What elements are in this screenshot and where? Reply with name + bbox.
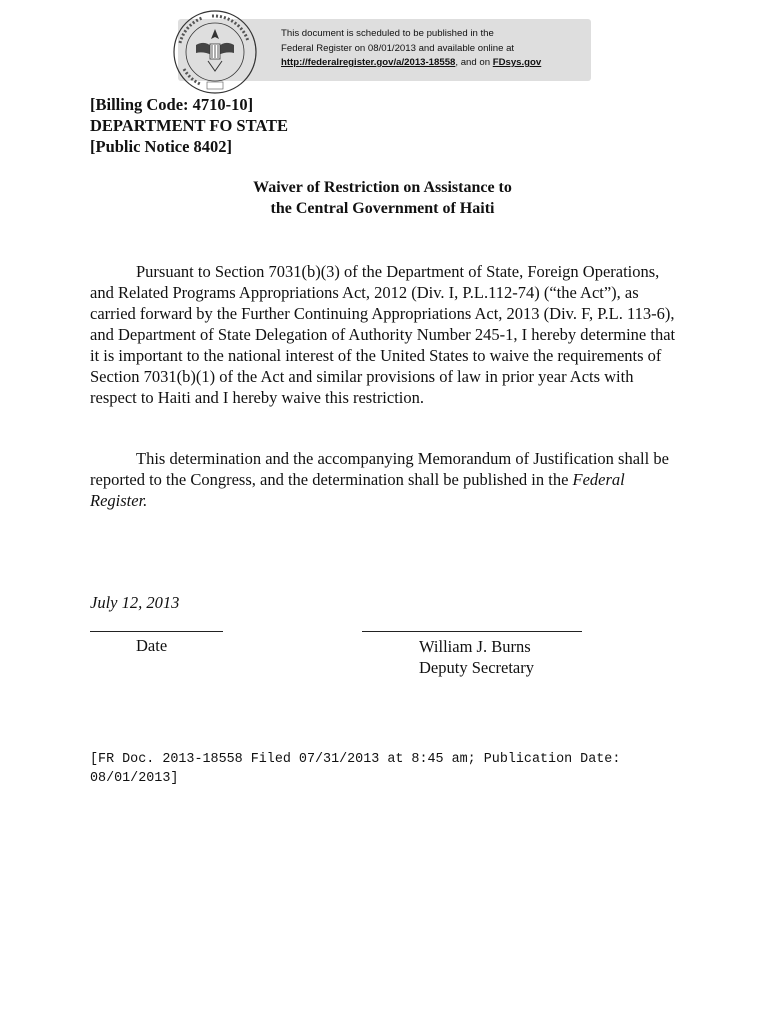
banner-line-2: Federal Register on 08/01/2013 and available online at: [281, 42, 515, 54]
document-header: [90, 94, 288, 157]
body-paragraph-1: Pursuant to Section 7031(b)(3) of the Department of State, Foreign Operations, and Related Programs Appropriations Act, 2012 (Div. I, P.L.112-74) (“the Act”), as carried forward by the Further Continuing Appropriations Act, 2013 (Div. F, P.L. 113-6), and Department of State Delegation of Authority Number 245-1, I hereby determine that it is important to the national interest of the United States to waive the requirements of Section 7031(b)(1) of the Act and similar provisions of law in prior year Acts with respect to Haiti and I hereby waive this restriction.: [90, 262, 676, 407]
banner-middle-text: , and on: [455, 57, 493, 68]
document-title: [90, 177, 675, 219]
title-line-1: Waiver of Restriction on Assistance to: [253, 179, 512, 196]
title-line-2: the Central Government of Haiti: [270, 200, 495, 217]
paragraph-2-text: This determination and the accompanying Memorandum of Justification shall be reported to the Congress, and the determination shall be published in the: [90, 449, 669, 489]
department-name: DEPARTMENT FO STATE: [90, 116, 289, 135]
federal-register-seal-icon: [172, 9, 258, 95]
signatory-name: William J. Burns: [419, 637, 531, 656]
banner-text: [281, 27, 591, 71]
billing-code: [Billing Code: 4710-10]: [90, 95, 254, 114]
banner-line-3: [281, 56, 591, 71]
date-signature-line: [90, 631, 223, 632]
fdsys-link[interactable]: FDsys.gov: [492, 57, 542, 68]
signatory-title: Deputy Secretary: [419, 658, 534, 677]
federal-register-link[interactable]: http://federalregister.gov/a/2013-18558: [281, 57, 456, 68]
federal-register-italic: Federal Register.: [90, 470, 625, 510]
public-notice-number: [Public Notice 8402]: [90, 137, 233, 156]
name-signature-line: [362, 631, 582, 632]
body-paragraph-2: [90, 448, 680, 511]
date-label: Date: [136, 636, 168, 655]
fr-doc-footer: [FR Doc. 2013-18558 Filed 07/31/2013 at 8:45 am; Publication Date: 08/01/2013]: [90, 752, 629, 786]
banner-line-1: This document is scheduled to be published in the: [281, 28, 494, 39]
signing-date: July 12, 2013: [90, 593, 180, 612]
